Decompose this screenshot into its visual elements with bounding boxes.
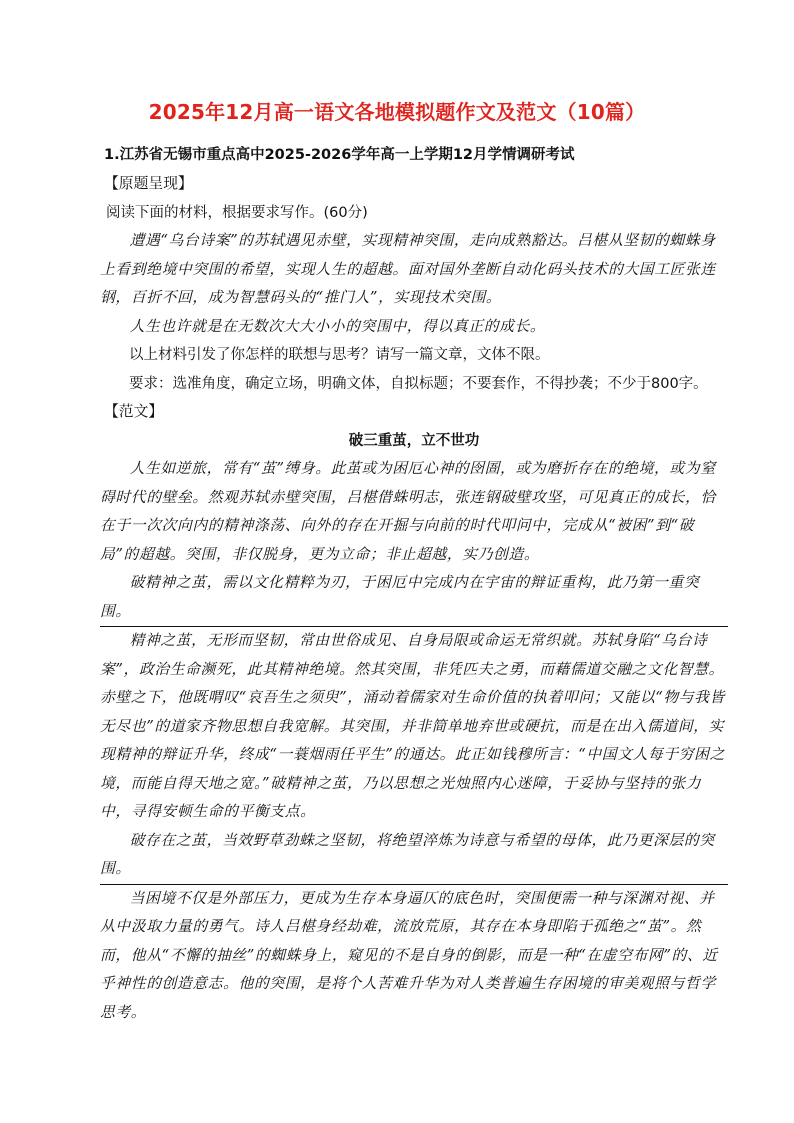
section-essay-label: 【范文】 <box>104 403 164 420</box>
essay-paragraph-2: 精神之茧，无形而坚韧，常由世俗成见、自身局限或命运无常织就。苏轼身陷“乌台诗案”，政治生命濒死，此其精神绝境。然其突围，非凭匹夫之勇，而藉儒道交融之文化智慧。赤壁之下，他既喟叹“哀吾生之须臾”，涌动着儒家对生命价值的执着叩问；又能以“物与我皆无尽也”的道家齐物思想自我宽解。其突围，并非简单地弃世或硬抗，而是在出入儒道间，实现精神的辩证升华，终成“一蓑烟雨任平生”的通达。此正如钱穆所言：“中国文人每于穷困之境，而能自得天地之宽。”破精神之茧，乃以思想之光烛照内心迷障，于妥协与坚持的张力中，寻得安顿生命的平衡支点。 <box>100 632 725 820</box>
material-paragraph-2: 人生也许就是在无数次大大小小的突围中，得以真正的成长。 <box>129 317 546 335</box>
instruction-text: 阅读下面的材料，根据要求写作。(60分) <box>106 204 368 221</box>
essay-thesis-1: 破精神之茧，需以文化精粹为刃，于困厄中完成内在宇宙的辩证重构，此乃第一重突围。 <box>100 569 728 627</box>
essay-paragraph-1: 人生如逆旅，常有“茧”缚身。此茧或为困厄心神的囹圄，或为磨折存在的绝境，或为窒碍时代的壁垒。然观苏轼赤壁突围，吕椹借蛛明志，张连钢破壁攻坚，可见真正的成长，恰在于一次次向内的精神涤荡、向外的存在开掘与向前的时代叩问中，完成从“被困”到“破局”的超越。突围，非仅脱身，更为立命；非止超越，实乃创造。 <box>100 460 716 563</box>
requirement-text: 要求：选准角度，确定立场，明确文体，自拟标题；不要套作，不得抄袭；不少于800字。 <box>129 375 708 392</box>
essay-thesis-2: 破存在之茧，当效野草劲蛛之坚韧，将绝望淬炼为诗意与希望的母体，此乃更深层的突围。 <box>100 827 728 885</box>
document-title: 2025年12月高一语文各地模拟题作文及范文（10篇） <box>148 100 646 124</box>
prompt-text: 以上材料引发了你怎样的联想与思考？请写一篇文章，文体不限。 <box>129 347 550 363</box>
material-paragraph-1: 遭遇“乌台诗案”的苏轼遇见赤壁，实现精神突围，走向成熟豁达。吕椹从坚韧的蜘蛛身上看到绝境中突围的希望，实现人生的超越。面对国外垄断自动化码头技术的大国工匠张连钢，百折不回，成为智慧码头的“推门人”，实现技术突围。 <box>100 232 716 306</box>
exam-subtitle: 1.江苏省无锡市重点高中2025-2026学年高一上学期12月学情调研考试 <box>104 147 575 163</box>
section-original-label: 【原题呈现】 <box>104 175 193 192</box>
essay-title: 破三重茧，立不世功 <box>348 432 480 449</box>
essay-paragraph-3: 当困境不仅是外部压力，更成为生存本身逼仄的底色时，突围便需一种与深渊对视、并从中汲取力量的勇气。诗人吕椹身经劫难，流放荒原，其存在本身即陷于孤绝之“茧”。然而，他从“不懈的抽丝”的蜘蛛身上，窥见的不是自身的倒影，而是一种“在虚空布网”的、近乎神性的创造意志。他的突围，是将个人苦难升华为对人类普遍生存困境的审美观照与哲学思考。 <box>100 889 718 1021</box>
document-body <box>100 170 728 1027</box>
